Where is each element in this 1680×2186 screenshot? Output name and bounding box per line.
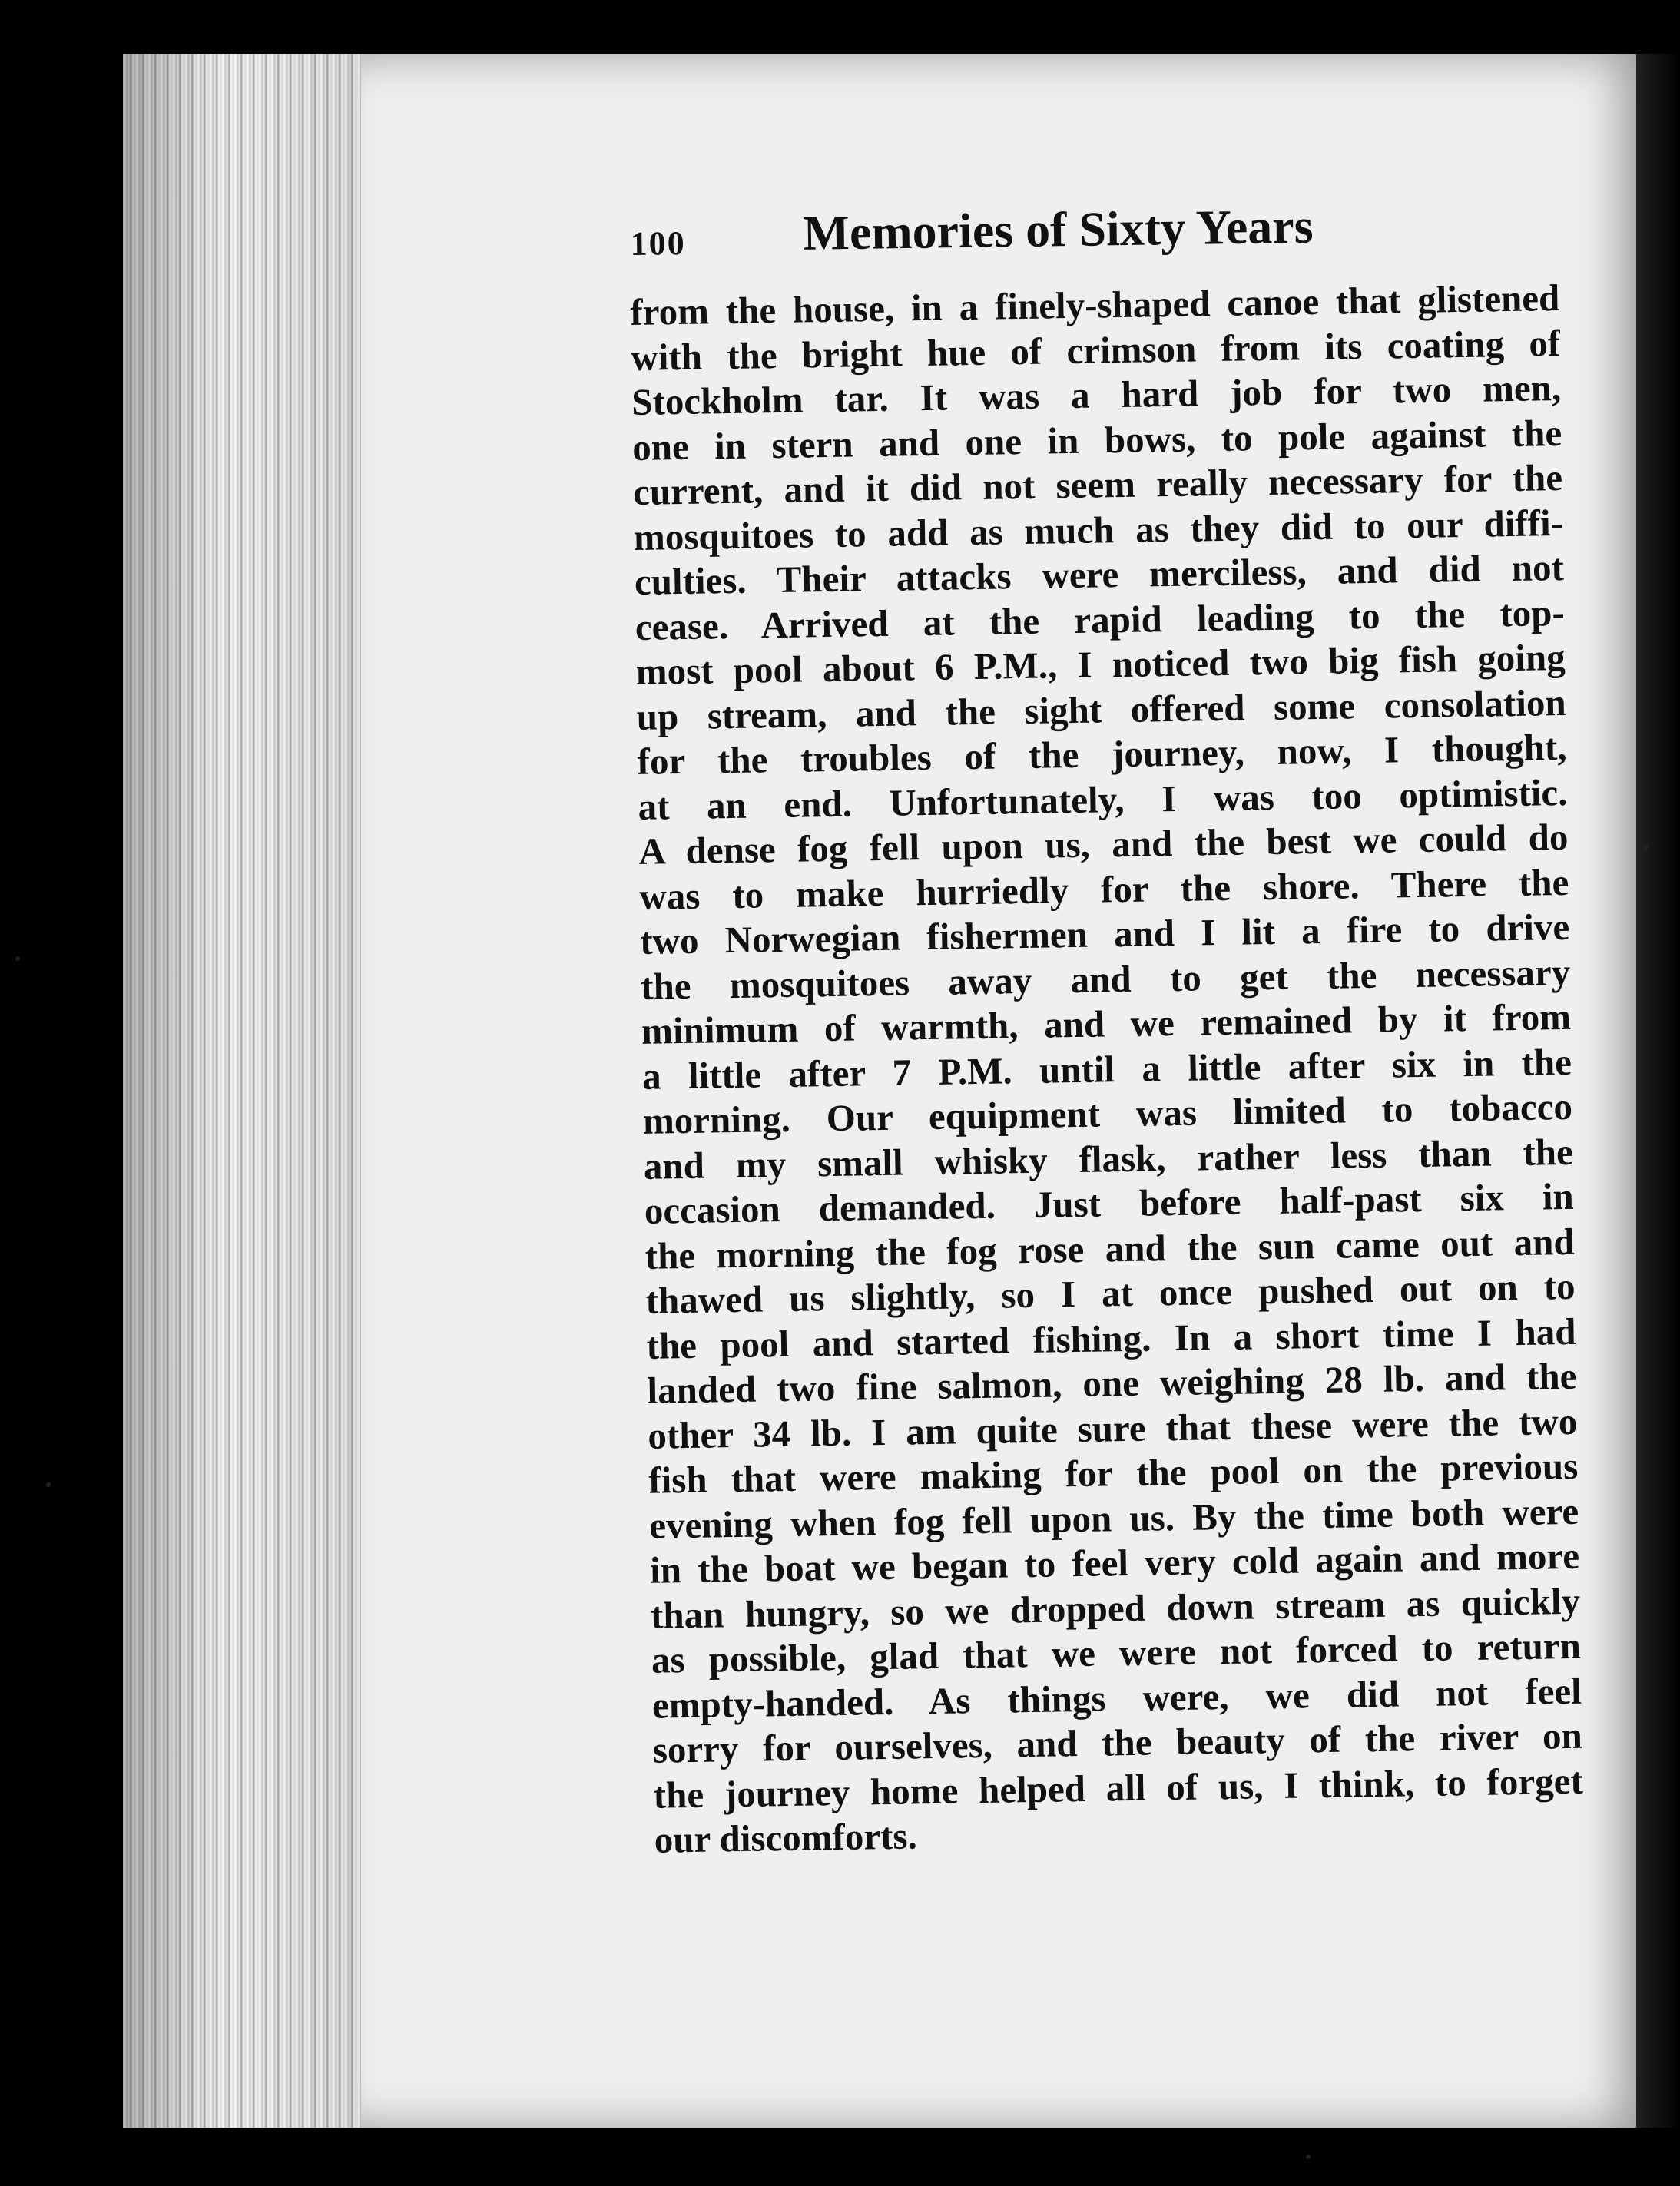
- text-line: landed two fine salmon, one weighing 28 lb. and the: [647, 1354, 1577, 1412]
- text-line: with the bright hue of crimson from its coating of: [630, 321, 1561, 379]
- text-line: morning. Our equipment was limited to tobacco: [642, 1085, 1573, 1142]
- text-line: evening when fog fell upon us. By the time both were: [648, 1489, 1579, 1547]
- running-head: Memories of Sixty Years: [802, 198, 1314, 260]
- text-line: up stream, and the sight offered some consolation: [636, 681, 1567, 738]
- text-line: culties. Their attacks were merciless, and did not: [634, 545, 1565, 603]
- page-shadow: [1636, 54, 1680, 2128]
- text-line: current, and it did not seem really necessary for the: [632, 455, 1563, 513]
- scan-speck: [15, 956, 20, 961]
- text-line: most pool about 6 P.M., I noticed two big fish going: [635, 635, 1566, 693]
- text-line: the journey home helped all of us, I think, to forget: [653, 1759, 1584, 1817]
- text-line: Stockholm tar. It was a hard job for two men,: [631, 366, 1562, 423]
- text-line: thawed us slightly, so I at once pushed out on to: [645, 1264, 1576, 1322]
- text-line: than hungry, so we dropped down stream as quickly: [650, 1579, 1581, 1637]
- text-line: fish that were making for the pool on the previous: [648, 1444, 1579, 1502]
- page-number: 100: [630, 224, 686, 263]
- text-line: cease. Arrived at the rapid leading to the top-: [635, 591, 1566, 648]
- text-line: one in stern and one in bows, to pole against the: [631, 411, 1562, 469]
- scan-speck: [1306, 2155, 1311, 2159]
- text-line: was to make hurriedly for the shore. There the: [638, 860, 1569, 918]
- scan-speck: [1644, 845, 1649, 850]
- text-line: for the troubles of the journey, now, I thought,: [637, 725, 1567, 783]
- text-line: at an end. Unfortunately, I was too optimistic.: [638, 770, 1568, 828]
- text-line: minimum of warmth, and we remained by it from: [641, 995, 1572, 1052]
- text-line: as possible, glad that we were not forced to return: [651, 1624, 1582, 1681]
- page-header: [630, 197, 1407, 269]
- text-line: occasion demanded. Just before half-past six in: [644, 1174, 1575, 1232]
- text-line: other 34 lb. I am quite sure that these were the two: [647, 1399, 1578, 1457]
- text-line: mosquitoes to add as much as they did to our diffi-: [633, 501, 1564, 558]
- page-edges: [123, 54, 376, 2128]
- text-line: sorry for ourselves, and the beauty of the river on: [652, 1714, 1583, 1771]
- text-line: the morning the fog rose and the sun came out and: [644, 1220, 1576, 1277]
- body-text: [630, 276, 1607, 1863]
- text-line: two Norwegian fishermen and I lit a fire to drive: [639, 905, 1570, 962]
- text-line: empty-handed. As things were, we did not feel: [651, 1669, 1582, 1727]
- text-line: a little after 7 P.M. until a little after six in the: [641, 1040, 1572, 1098]
- text-line: and my small whisky flask, rather less than the: [643, 1130, 1574, 1187]
- text-line: from the house, in a finely-shaped canoe that glistened: [630, 276, 1560, 333]
- text-line: the pool and started fishing. In a short time I had: [646, 1310, 1576, 1367]
- text-line: the mosquitoes away and to get the necessary: [640, 950, 1571, 1008]
- text-line: in the boat we began to feel very cold again and more: [649, 1534, 1580, 1591]
- text-line: our discomforts.: [654, 1814, 918, 1861]
- scan-speck: [46, 1482, 51, 1487]
- text-line: A dense fog fell upon us, and the best we could do: [638, 815, 1569, 873]
